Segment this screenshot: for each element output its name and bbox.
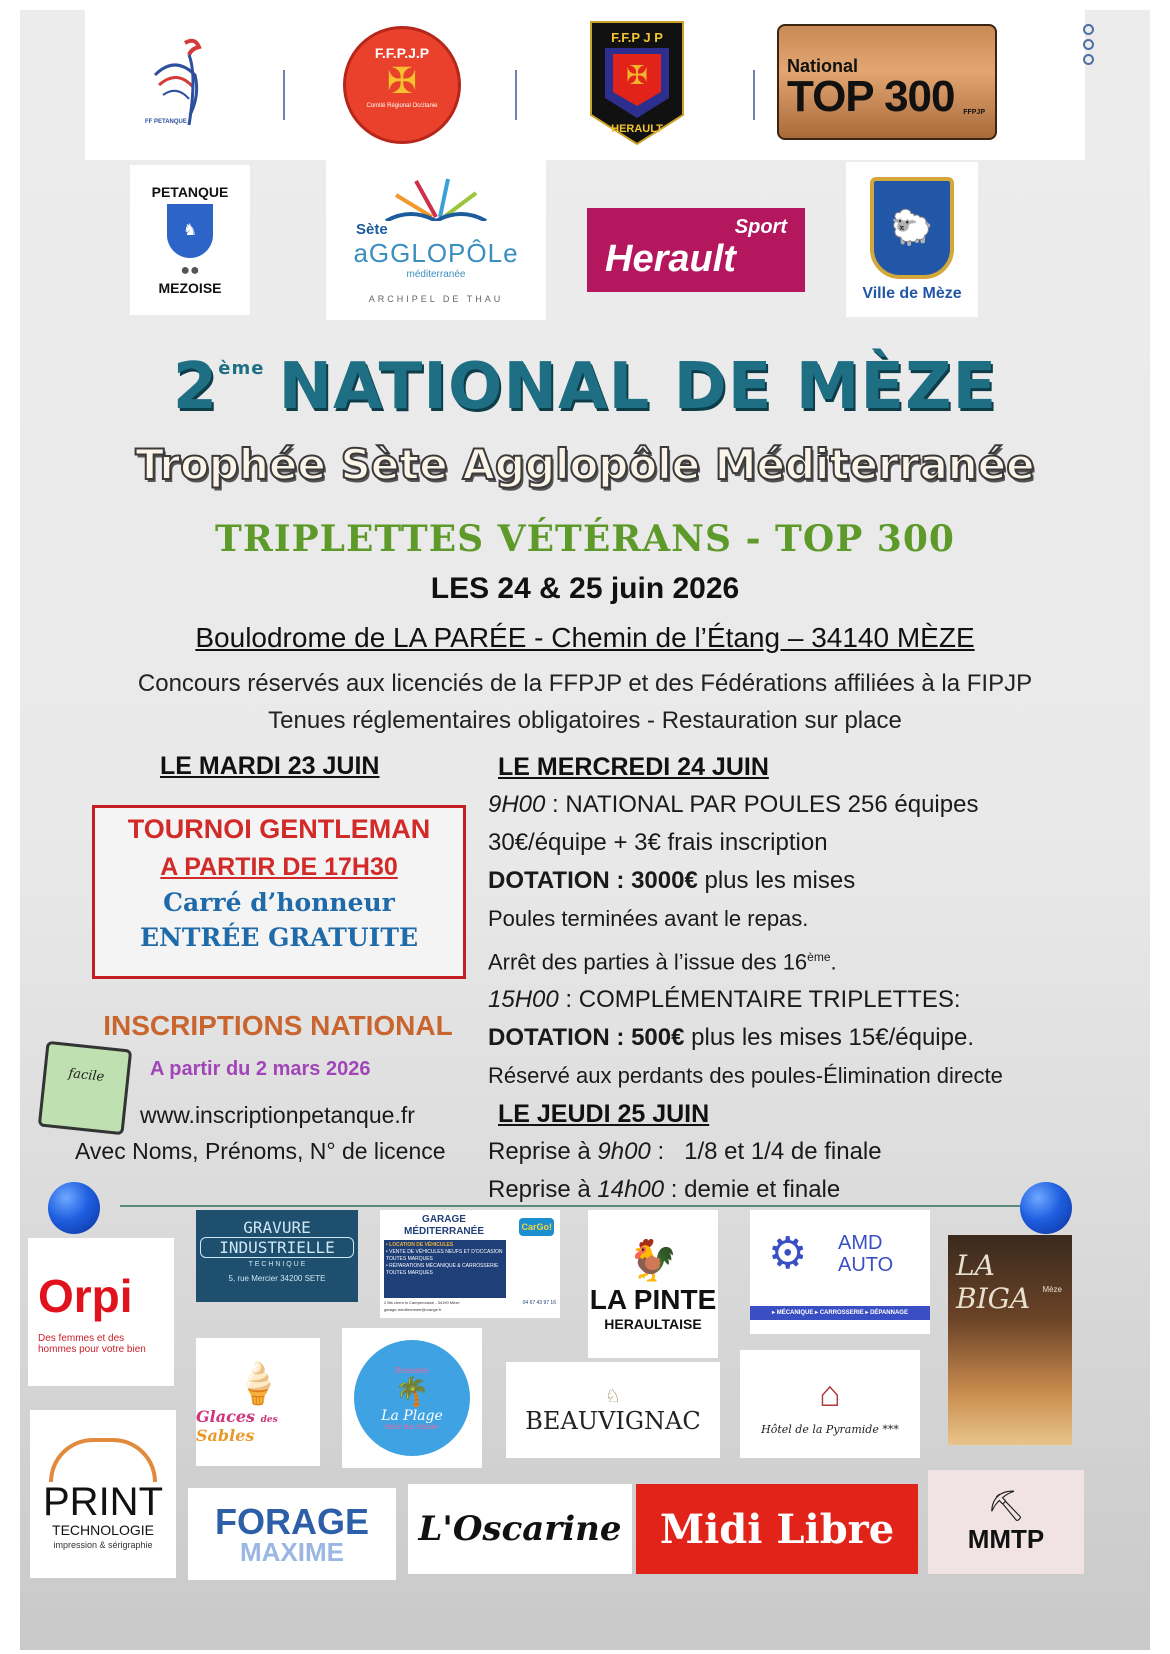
sponsor-brasserie-la-plage: Brasserie 🌴 La Plage Mèze Bar Glacier [342,1328,482,1468]
thursday-afternoon-row: Reprise à 14h00 : demie et finale [488,1176,841,1204]
boule-left-icon [48,1182,100,1234]
poster [20,10,1150,1650]
sponsor-loscarine: L'Oscarine [408,1484,632,1574]
boule-right-icon [1020,1182,1072,1234]
boules-icon: ●● [180,262,200,279]
wednesday-stop-note: Arrêt des parties à l’issue des 16ème. [488,949,837,975]
sport-herault-logo: Sport Herault [587,208,805,292]
pyramid-icon: ⌂ [819,1372,841,1414]
gear-piston-icon: ⚙ [768,1229,808,1278]
thursday-heading: LE JEUDI 25 JUIN [498,1100,710,1129]
eligibility-conditions: Concours réservés aux licenciés de la FFPJP et des Fédérations affiliées à la FIPJP [137,670,1033,697]
sponsor-forage-maxime: FORAGE MAXIME [188,1488,396,1580]
wednesday-reserved-note: Réservé aux perdants des poules-Élimination directe [488,1063,1003,1089]
herault-shield-icon [589,20,685,146]
occitan-cross-icon: ✠ [386,60,418,101]
wednesday-national-row: 9H00 : NATIONAL PAR POULES 256 équipes [488,791,979,818]
sponsor-beauvignac: ♘ BEAUVIGNAC [506,1362,720,1458]
sponsor-midi-libre: Midi Libre [636,1484,918,1574]
wednesday-dotation-row: DOTATION : 3000€ plus les mises [488,867,856,894]
dress-code-conditions: Tenues réglementaires obligatoires - Restauration sur place [268,707,902,734]
lamb-crest-icon: 🐑 [870,177,954,279]
sponsor-orpi: Orpi Des femmes et des hommes pour votre bien [28,1238,174,1386]
divider [120,1205,1050,1207]
palm-tree-icon: 🌴 [394,1375,430,1407]
sponsor-garage-mediterranee: GARAGE MÉDITERRANÉE • LOCATION DE VÉHICULES • VENTE DE VÉHICULES NEUFS ET D'OCCASION TOUTES MARQUES • RÉPARATIONS MÉCANIQUE & CARROSSERIE TOUTES MARQUES CarGo! 2 Bis chem in Camperousse - 34190 Mèze garage-mediterranee@orange.fr 04 67 43 97 16 [380,1210,560,1318]
sponsor-print-technologie: PRINT TECHNOLOGIE impression & sérigraphie [30,1410,176,1578]
schedule-column [488,748,1148,1209]
horse-rider-icon: ♘ [604,1385,622,1406]
sponsor-la-biga: LA BIGA Mèze [948,1235,1072,1445]
wednesday-heading: LE MERCREDI 24 JUIN [498,753,769,781]
rooster-icon: 🐓 [628,1238,678,1283]
tuesday-heading: LE MARDI 23 JUIN [160,752,380,780]
inscription-facile-logo: facile [38,1041,133,1136]
event-venue: Boulodrome de LA PARÉE - Chemin de l’Étang – 34140 MÈZE [195,622,975,653]
sponsor-gravure-industrielle: GRAVURE INDUSTRIELLE T E C H N I Q U E 5, rue Mercier 34200 SETE [196,1210,358,1302]
event-dates: LES 24 & 25 juin 2026 [430,572,740,605]
sete-agglopole-logo: Sète aGGLOPÔLe méditerranée ARCHIPEL DE THAU [326,160,546,320]
petanque-mezoise-logo: PETANQUE ♞ ●● MEZOISE [130,165,250,315]
wednesday-dotation2-row: DOTATION : 500€ plus les mises 15€/équipe. [488,1024,974,1052]
wednesday-fee-row: 30€/équipe + 3€ frais inscription [488,829,828,856]
ffpjp-herault-logo [589,20,685,146]
wednesday-complementaire-row: 15H00 : COMPLÉMENTAIRE TRIPLETTES: [488,986,961,1014]
sponsor-glaces-des-sables: 🍦 Glaces des Sables [196,1338,320,1466]
sponsor-amd-auto: ⚙ AMD AUTO ▸ MÉCANIQUE ▸ CARROSSERIE ▸ DÉPANNAGE [750,1210,930,1334]
svg-text:HERAULT: HERAULT [611,123,663,135]
shield-icon: ♞ [167,204,213,258]
sponsor-hotel-la-pyramide: ⌂ Hôtel de la Pyramide *** [740,1350,920,1458]
category-title: TRIPLETTES VÉTÉRANS - TOP 300 [215,518,955,560]
inscription-requirements: Avec Noms, Prénoms, N° de licence [75,1138,446,1164]
excavator-icon: ⛏ [986,1490,1026,1523]
ice-cream-icon: 🍦 [233,1361,283,1406]
national-top300-logo: National TOP 300 FFPJP [777,24,997,140]
ff-petanque-logo [145,35,215,135]
thursday-morning-row: Reprise à 9h00 : 1/8 et 1/4 de finale [488,1138,882,1166]
trophy-subtitle: Trophée Sète Agglopôle Méditerranée [135,440,1035,489]
svg-text:F.F.P J P: F.F.P J P [611,30,663,45]
ffpjp-comite-regional-logo: F.F.P.J.P ✠ Comité Régional Occitanie [343,26,461,144]
sun-rays-icon [376,177,496,221]
gentleman-tournament-box: TOURNOI GENTLEMAN A PARTIR DE 17H30 Carré d’honneur ENTRÉE GRATUITE [92,805,466,979]
svg-text:✠: ✠ [626,60,648,90]
inscription-url-link[interactable]: www.inscriptionpetanque.fr [140,1102,415,1128]
arc-icon [49,1438,157,1482]
more-options-icon [1083,24,1093,69]
federation-logo-strip [85,10,1085,160]
sponsor-la-pinte-heraultaise: 🐓 LA PINTE HERAULTAISE [588,1210,718,1358]
ville-de-meze-logo: 🐑 Ville de Mèze [846,162,978,317]
wednesday-poules-note: Poules terminées avant le repas. [488,906,809,931]
sponsor-mmtp: ⛏ MMTP [928,1470,1084,1574]
inscriptions-title: INSCRIPTIONS NATIONAL [103,1010,453,1041]
inscription-start-date: A partir du 2 mars 2026 [150,1058,371,1080]
event-title: 2ème NATIONAL DE MÈZE [172,350,998,424]
ff-petanque-label: FF PETANQUE [145,119,187,125]
